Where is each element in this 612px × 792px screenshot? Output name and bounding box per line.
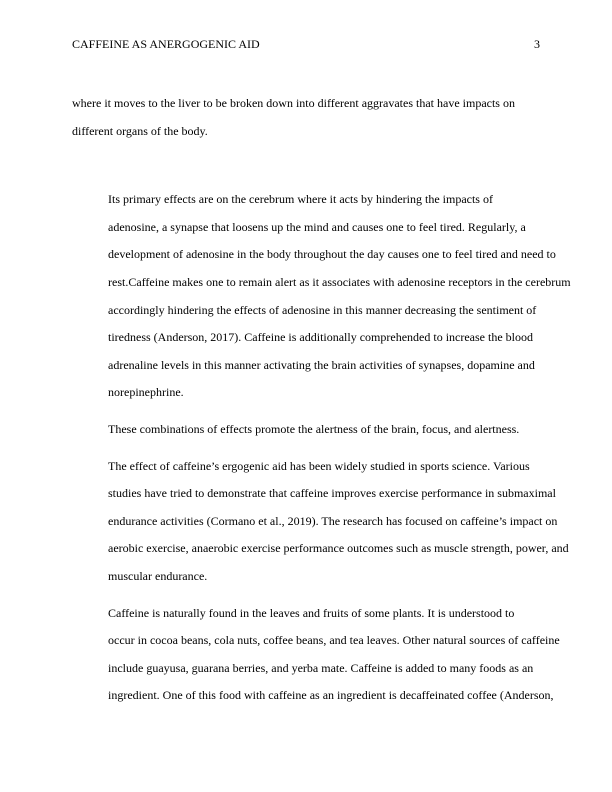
running-head: CAFFEINE AS ANERGOGENIC AID <box>72 37 260 51</box>
text-line: rest.Caffeine makes one to remain alert as it associates with adenosine receptors in the cerebrum <box>108 274 571 289</box>
text-line: These combinations of effects promote the alertness of the brain, focus, and alertness. <box>108 421 520 436</box>
text-line: include guayusa, guarana berries, and yerba mate. Caffeine is added to many foods as an <box>108 660 534 675</box>
paragraph-1 <box>72 90 528 145</box>
text-line: occur in cocoa beans, cola nuts, coffee beans, and tea leaves. Other natural sources of caffeine <box>108 633 560 648</box>
text-line: ingredient. One of this food with caffeine as an ingredient is decaffeinated coffee (Anderson, <box>108 688 554 703</box>
paragraph-5 <box>72 600 560 710</box>
paragraph-4 <box>72 453 569 591</box>
text-line: endurance activities (Cormano et al., 2019). The research has focused on caffeine’s impact on <box>108 513 558 528</box>
text-line: where it moves to the liver to be broken down into different aggravates that have impacts on <box>72 96 515 110</box>
body-text <box>72 90 571 710</box>
text-line: Its primary effects are on the cerebrum where it acts by hindering the impacts of <box>108 192 493 207</box>
text-line: norepinephrine. <box>108 385 184 400</box>
paragraph-gap <box>72 407 528 416</box>
page-header <box>72 36 540 52</box>
text-line: different organs of the body. <box>72 123 208 138</box>
text-line: accordingly hindering the effects of adenosine in this manner decreasing the sentiment of <box>108 302 537 317</box>
paragraph-3 <box>72 416 528 444</box>
text-line: The effect of caffeine’s ergogenic aid has been widely studied in sports science. Various <box>108 458 530 473</box>
paragraph-gap <box>72 591 528 600</box>
text-line: muscular endurance. <box>108 568 208 583</box>
text-line: tiredness (Anderson, 2017). Caffeine is additionally comprehended to increase the blood <box>108 330 533 345</box>
text-line: aerobic exercise, anaerobic exercise performance outcomes such as muscle strength, power, and <box>108 541 569 556</box>
text-line: adenosine, a synapse that loosens up the mind and causes one to feel tired. Regularly, a <box>108 219 526 234</box>
page-number: 3 <box>534 37 540 51</box>
text-line: studies have tried to demonstrate that caffeine improves exercise performance in submaximal <box>108 486 556 501</box>
paragraph-2 <box>72 186 571 407</box>
paragraph-gap <box>72 145 528 186</box>
text-line: adrenaline levels in this manner activating the brain activities of synapses, dopamine and <box>108 357 535 372</box>
text-line: Caffeine is naturally found in the leaves and fruits of some plants. It is understood to <box>108 605 515 620</box>
text-line: development of adenosine in the body throughout the day causes one to feel tired and need to <box>108 247 556 262</box>
paragraph-gap <box>72 444 528 453</box>
